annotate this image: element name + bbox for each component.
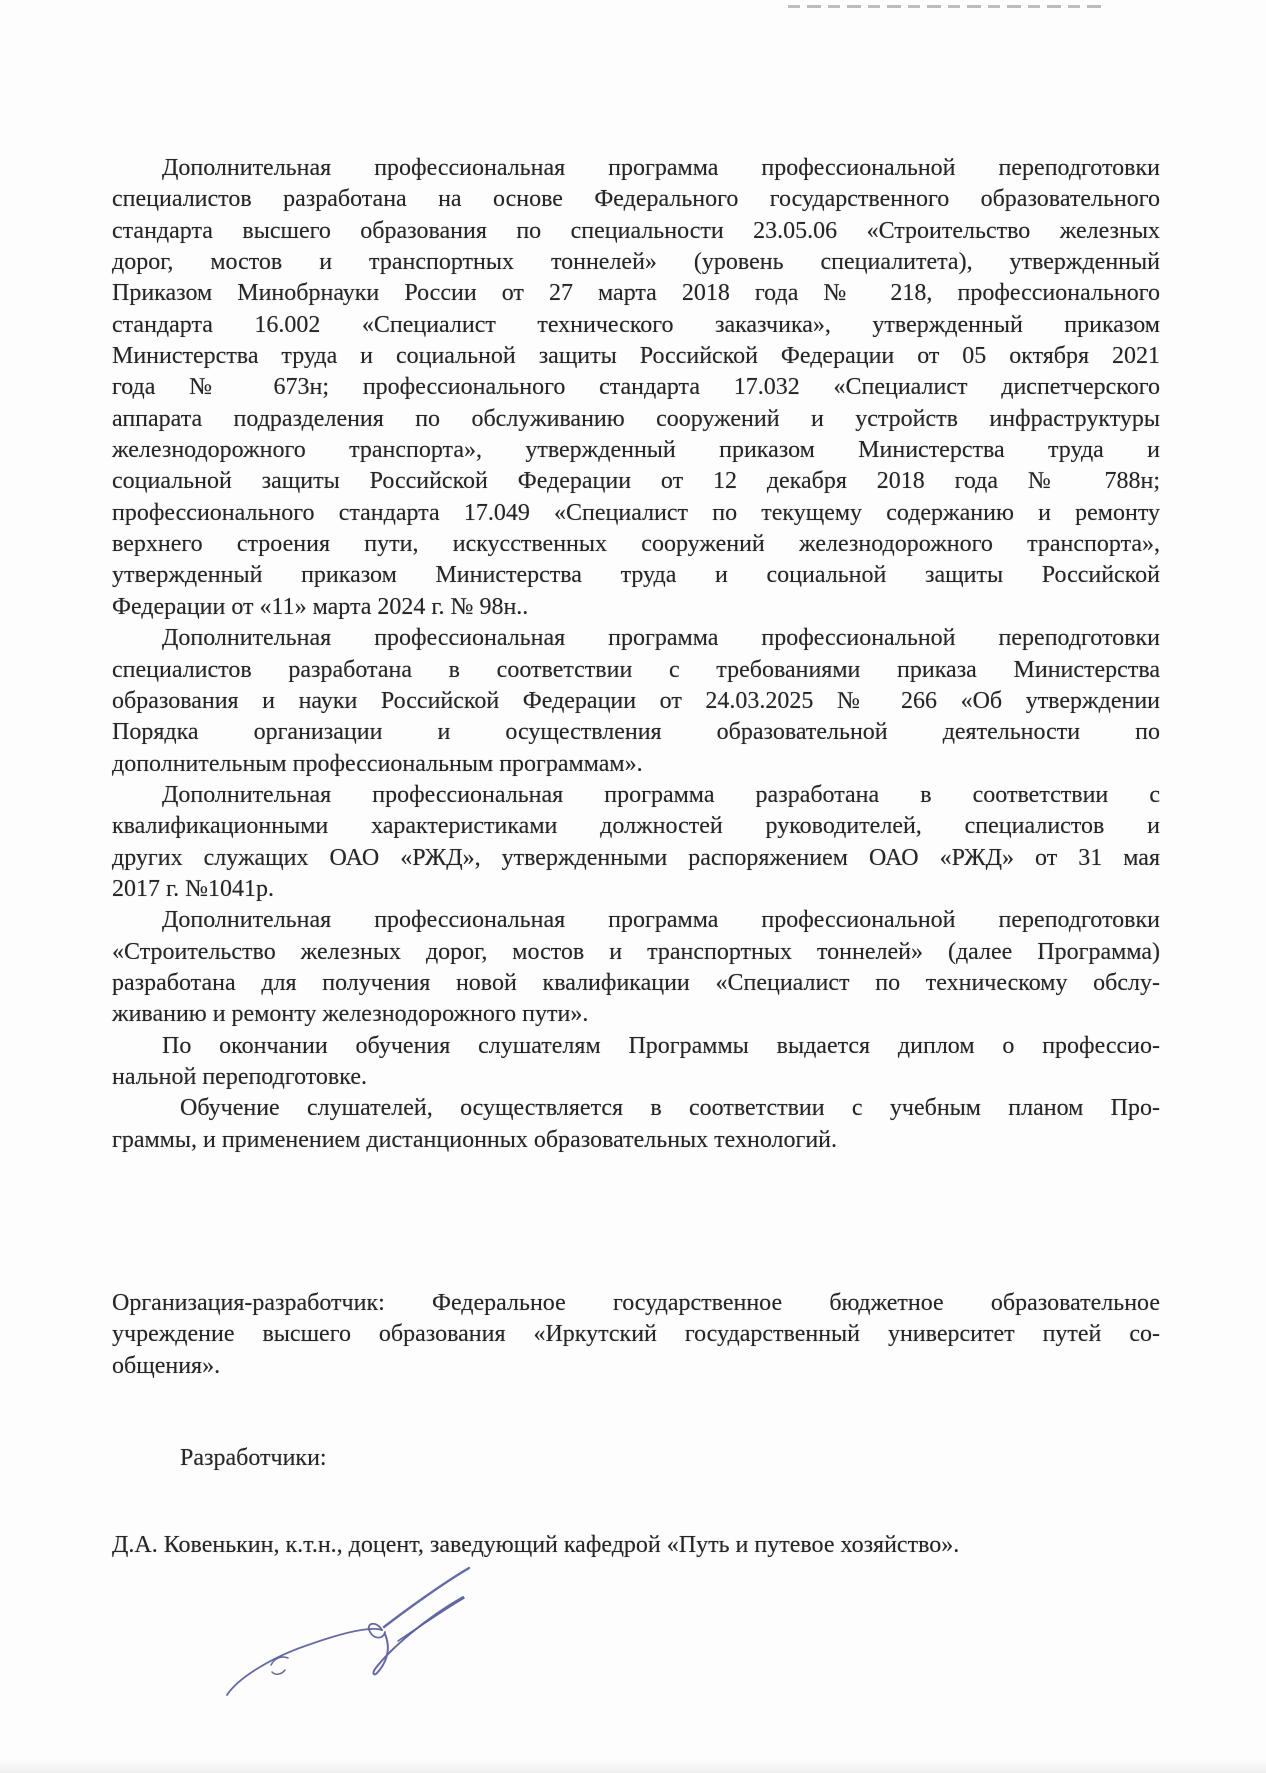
text-line: дополнительным профессиональным программам». <box>112 750 643 777</box>
text-line: профессионального стандарта 17.049 «Специалист по текущему содержанию и ремонту <box>112 499 1160 526</box>
text-line: аппарата подразделения по обслуживанию сооружений и устройств инфраструктуры <box>112 405 1160 432</box>
text-line: разработана для получения новой квалификации «Специалист по техническому обслу- <box>112 969 1160 996</box>
paragraph <box>112 1093 1160 1156</box>
text-line: утвержденный приказом Министерства труда и социальной защиты Российской <box>112 562 1160 589</box>
text-line: Организация-разработчик: Федеральное государственное бюджетное образовательное <box>112 1290 1160 1316</box>
text-line: живанию и ремонту железнодорожного пути». <box>112 1001 589 1028</box>
text-line: образования и науки Российской Федерации от 24.03.2025 № 266 «Об утверждении <box>112 687 1160 714</box>
text-line: учреждение высшего образования «Иркутский государственный университет путей со- <box>112 1321 1160 1348</box>
text-line: Федерации от «11» марта 2024 г. № 98н.. <box>112 593 529 620</box>
text-line: года № 673н; профессионального стандарта 17.032 «Специалист диспетчерского <box>112 374 1160 401</box>
text-line: Дополнительная профессиональная программа профессиональной переподготовки <box>162 625 1160 652</box>
paragraph <box>112 1031 1160 1094</box>
text-line: Приказом Минобрнауки России от 27 марта 2018 года № 218, профессионального <box>112 280 1160 307</box>
document-body <box>112 153 1160 1562</box>
text-line: дорог, мостов и транспортных тоннелей» (уровень специалитета), утвержденный <box>112 249 1160 276</box>
text-line: стандарта 16.002 «Специалист технического заказчика», утвержденный приказом <box>112 311 1160 338</box>
text-line: других служащих ОАО «РЖД», утвержденными распоряжением ОАО «РЖД» от 31 мая <box>112 844 1160 871</box>
text-line: По окончании обучения слушателям Программы выдается диплом о профессио- <box>162 1032 1160 1059</box>
paragraph <box>112 780 1160 905</box>
text-line: Дополнительная профессиональная программа разработана в соответствии с <box>162 781 1160 808</box>
text-line: 2017 г. №1041р. <box>112 875 275 902</box>
signature <box>200 1548 500 1708</box>
text-line: Дополнительная профессиональная программа профессиональной переподготовки <box>162 155 1160 181</box>
text-line: стандарта высшего образования по специальности 23.05.06 «Строительство железных <box>112 217 1160 244</box>
scan-bottom-shadow <box>0 1759 1266 1773</box>
text-line: Порядка организации и осуществления образовательной деятельности по <box>112 719 1160 746</box>
paragraph <box>112 905 1160 1030</box>
text-line: «Строительство железных дорог, мостов и транспортных тоннелей» (далее Программа) <box>112 938 1160 965</box>
text-line: Д.А. Ковенькин, к.т.н., доцент, заведующий кафедрой «Путь и путевое хозяйство». <box>112 1532 960 1559</box>
text-line: квалификационными характеристиками должностей руководителей, специалистов и <box>112 813 1160 840</box>
paragraph <box>112 153 1160 623</box>
text-line: Разработчики: <box>180 1445 327 1472</box>
text-line: железнодорожного транспорта», утвержденный приказом Министерства труда и <box>112 437 1160 464</box>
paragraph <box>112 1288 1160 1382</box>
paragraph <box>112 1443 1160 1474</box>
text-line: социальной защиты Российской Федерации от 12 декабря 2018 года № 788н; <box>112 468 1160 495</box>
text-line: Министерства труда и социальной защиты Российской Федерации от 05 октября 2021 <box>112 343 1160 370</box>
text-line: верхнего строения пути, искусственных сооружений железнодорожного транспорта», <box>112 531 1160 558</box>
text-line: специалистов разработана в соответствии с требованиями приказа Министерства <box>112 656 1160 683</box>
scan-artifact-line <box>788 5 1108 8</box>
text-line: Дополнительная профессиональная программа профессиональной переподготовки <box>162 907 1160 934</box>
text-line: общения». <box>112 1352 221 1379</box>
text-line: нальной переподготовке. <box>112 1063 367 1090</box>
text-line: граммы, и применением дистанционных образовательных технологий. <box>112 1126 838 1153</box>
text-line: Обучение слушателей, осуществляется в соответствии с учебным планом Про- <box>180 1095 1160 1122</box>
paragraph <box>112 623 1160 780</box>
text-line: специалистов разработана на основе Федерального государственного образовательного <box>112 186 1160 213</box>
